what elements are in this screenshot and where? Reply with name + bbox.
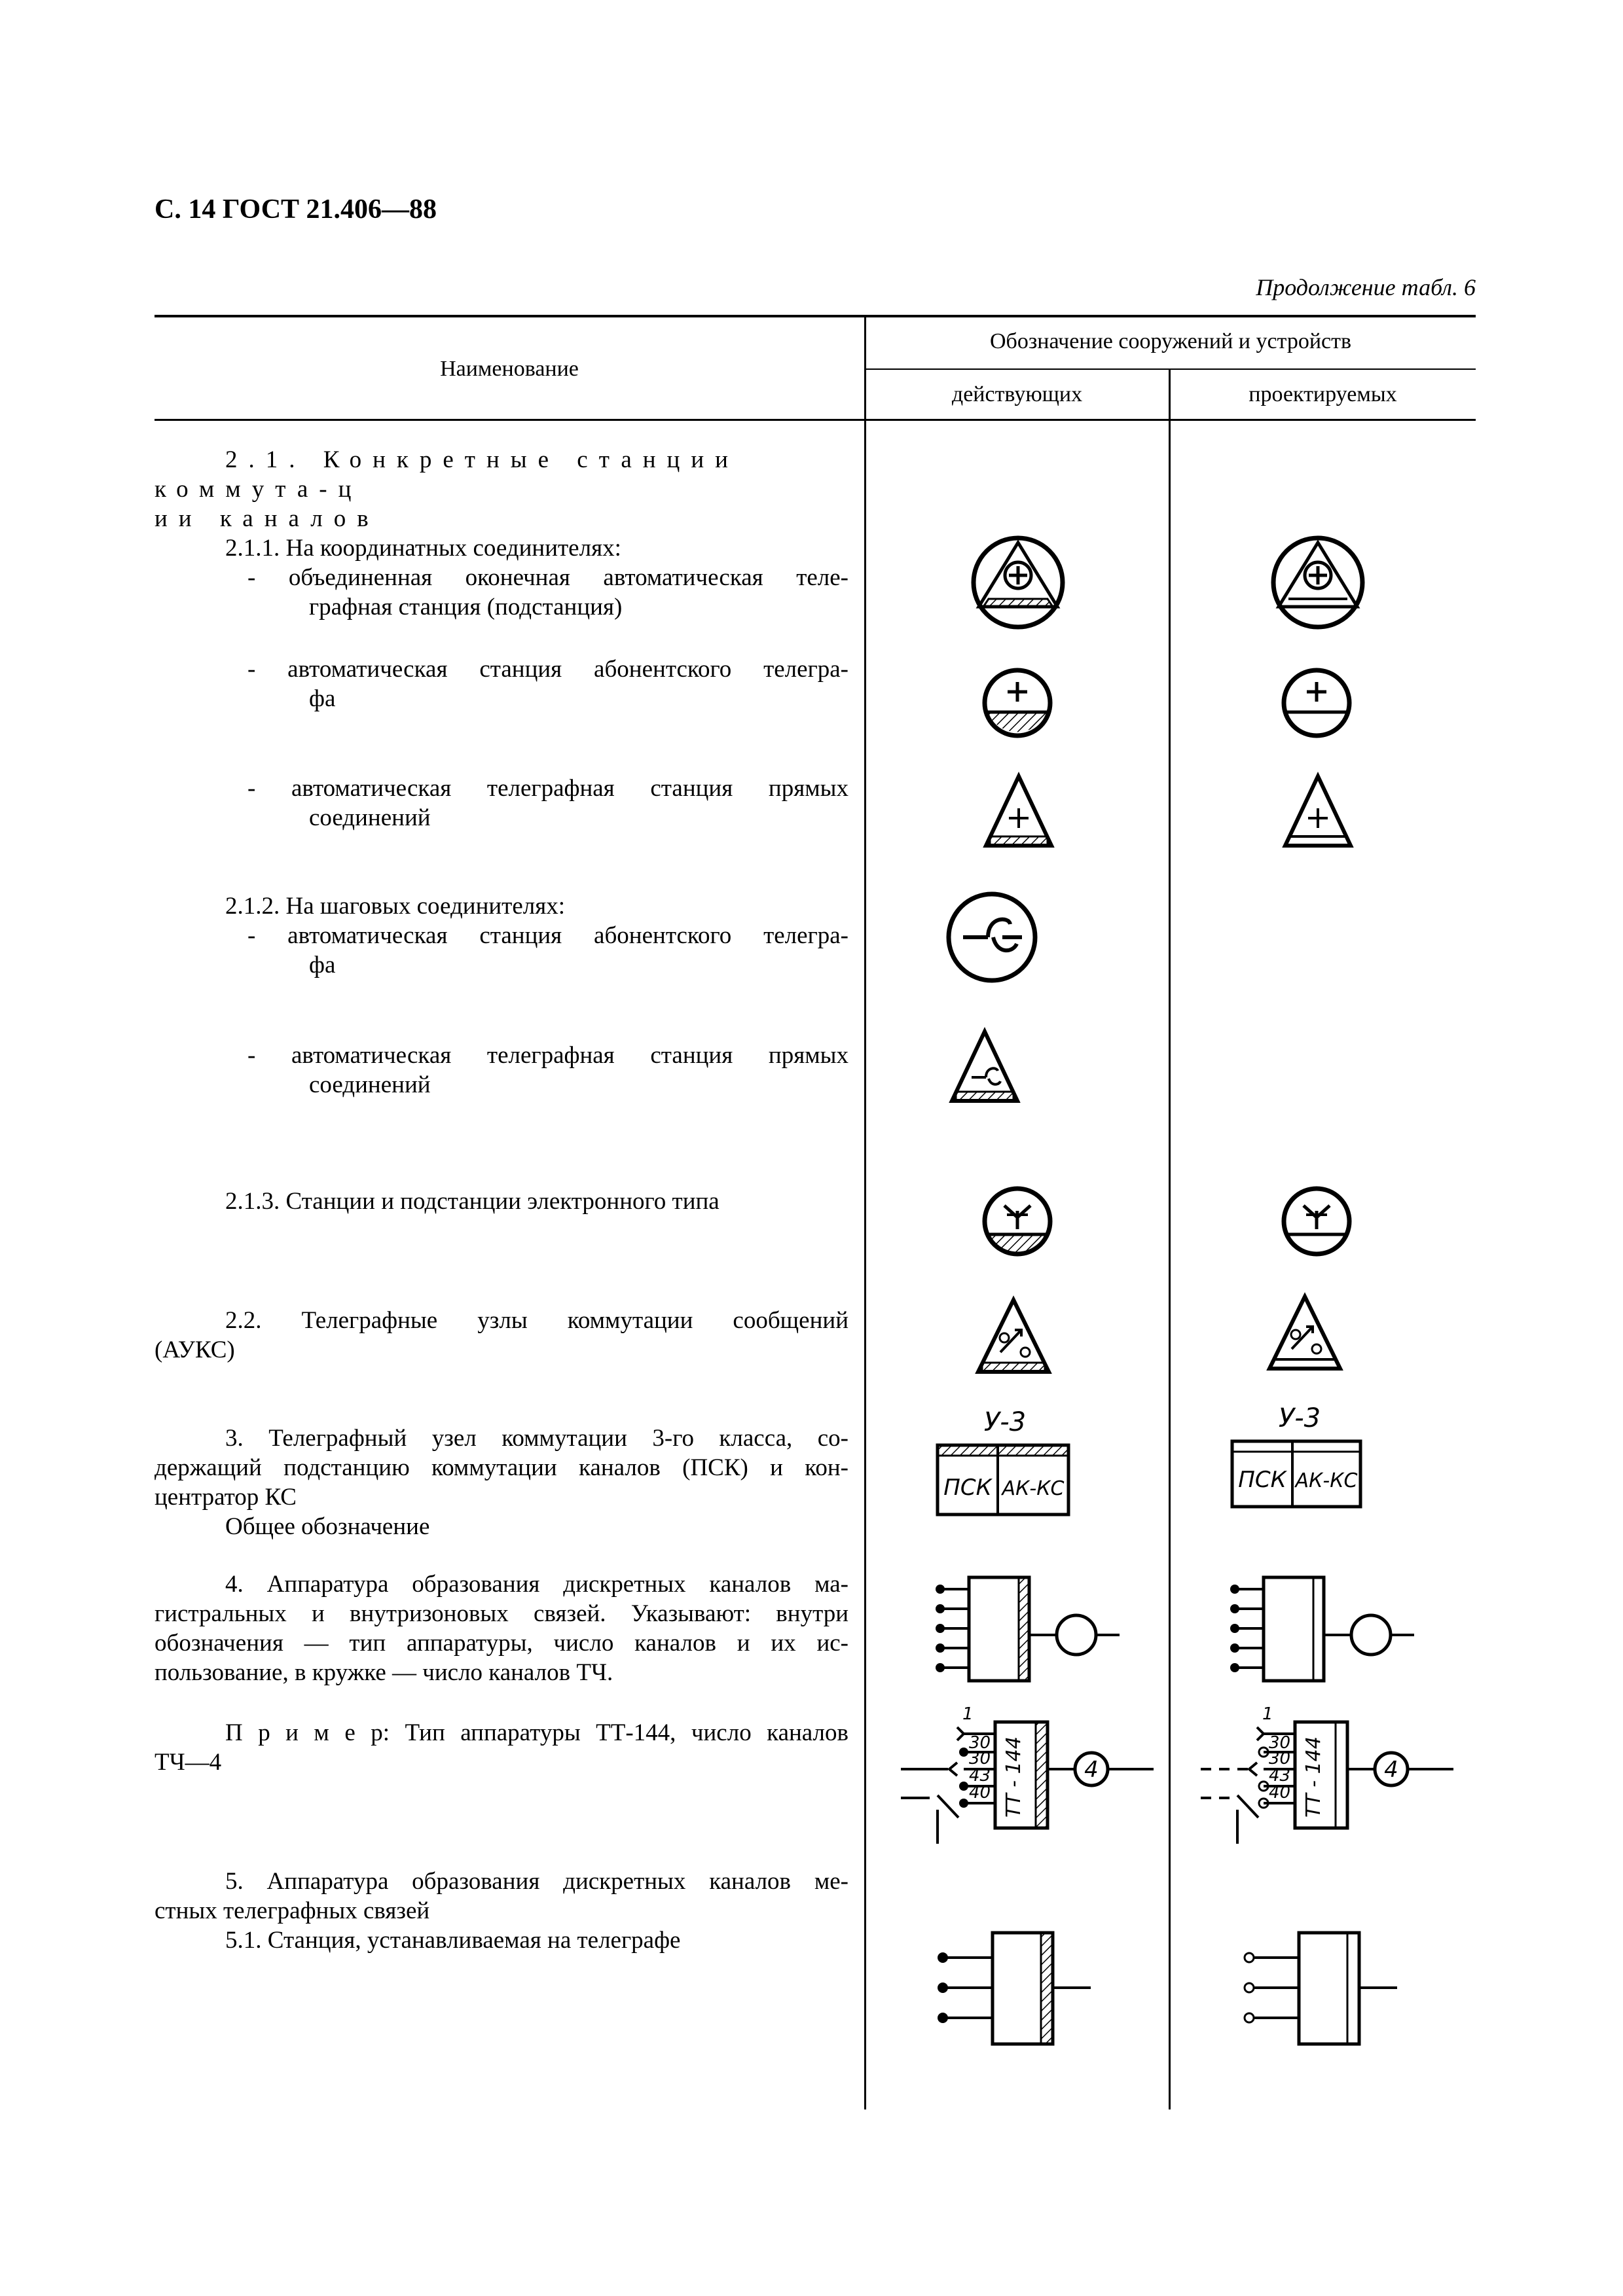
- symbol-node-class3-projected: [1230, 1402, 1370, 1520]
- node-class-label: У-3: [983, 1407, 1027, 1437]
- symbol-local-telegraph-station-projected: [1236, 1928, 1406, 2052]
- channel-label: 30: [969, 1733, 991, 1753]
- symbol-subscriber-telegraph-station-existing: [981, 666, 1054, 740]
- symbol-combined-terminal-station-existing: [969, 533, 1067, 632]
- symbol-local-telegraph-station-existing: [930, 1928, 1100, 2052]
- channel-label: 40: [969, 1783, 991, 1803]
- table-top-rule: [155, 315, 1476, 317]
- akks-label: АК-КС: [1295, 1469, 1358, 1492]
- row-5: 5. Аппаратура образования дискретных каналов ме- стных телеграфных связей 5.1. Станция, устанавливаемая на телеграфе: [155, 1868, 848, 1954]
- tt-label: ТТ - 144: [1302, 1736, 1325, 1818]
- symbol-electronic-station-projected: [1280, 1185, 1353, 1258]
- akks-label: АК-КС: [1002, 1477, 1065, 1500]
- row-2-1-3: 2.1.3. Станции и подстанции электронного типа: [225, 1188, 720, 1215]
- group-header-rule: [866, 368, 1476, 370]
- symbol-trunk-channel-equipment-projected: [1224, 1571, 1421, 1689]
- channel-label: 1: [1262, 1704, 1273, 1724]
- channel-label: 30: [1269, 1749, 1291, 1768]
- channel-label: 40: [1269, 1783, 1291, 1803]
- tt-label: ТТ - 144: [1002, 1736, 1025, 1818]
- row-3: 3. Телеграфный узел коммутации 3-го класса, со- держащий подстанцию коммутации каналов (ПСК) и кон- центратор КС Общее обозначение: [155, 1425, 848, 1540]
- row-2-1-heading: 2.1. Конкретные станции коммута-ц ии каналов 2.1.1. На координатных соединителях: - объединенная оконечная автоматическая теле- графная станция (подстанция): [155, 446, 848, 620]
- symbol-tt144-example-projected: [1198, 1705, 1460, 1846]
- column-header-projected: проектируемых: [1249, 382, 1397, 406]
- symbol-combined-terminal-station-projected: [1269, 533, 1367, 632]
- symbol-direct-connection-station-existing: [982, 772, 1055, 851]
- row-2-2: 2.2. Телеграфные узлы коммутации сообщений (АУКС): [155, 1307, 848, 1363]
- symbol-message-switching-node-projected: [1266, 1293, 1344, 1374]
- channel-label: 30: [969, 1749, 991, 1768]
- symbol-subscriber-telegraph-station-projected: [1280, 666, 1353, 740]
- column-header-name: Наименование: [440, 357, 579, 381]
- channel-label: 43: [1269, 1766, 1291, 1785]
- symbol-node-class3-existing: [935, 1406, 1076, 1524]
- row-2-1-1-c: - автоматическая телеграфная станция прямых соединений: [247, 775, 848, 831]
- channel-label: 30: [1269, 1733, 1291, 1753]
- symbol-message-switching-node-existing: [974, 1296, 1053, 1378]
- node-class-label: У-3: [1278, 1403, 1321, 1433]
- symbol-step-subscriber-station-existing: [945, 890, 1040, 985]
- row-2-1-1-b: - автоматическая станция абонентского телегра- фа: [247, 656, 848, 712]
- psk-label: ПСК: [1238, 1467, 1286, 1493]
- psk-label: ПСК: [943, 1475, 992, 1501]
- symbol-direct-connection-station-projected: [1281, 772, 1355, 851]
- row-2-1-2: 2.1.2. На шаговых соединителях: - автоматическая станция абонентского телегра- фа: [225, 893, 848, 978]
- row-4-example: П р и м е р: Тип аппаратуры ТТ-144, число каналов ТЧ—4: [155, 1719, 848, 1776]
- table-header-rule: [155, 419, 1476, 421]
- page-header: С. 14 ГОСТ 21.406—88: [155, 194, 437, 224]
- column-header-existing: действующих: [951, 382, 1083, 406]
- symbol-trunk-channel-equipment-existing: [930, 1571, 1126, 1689]
- channel-label: 1: [962, 1704, 974, 1724]
- tch-count: 4: [1384, 1757, 1398, 1783]
- column-divider-name: [864, 316, 866, 2109]
- channel-label: 43: [969, 1766, 991, 1785]
- tch-count: 4: [1084, 1757, 1099, 1783]
- row-4: 4. Аппаратура образования дискретных каналов ма- гистральных и внутризоновых связей. Указывают: внутри обозначения — тип аппаратуры, число каналов и их ис- пользование, в кружке — число каналов ТЧ.: [155, 1571, 848, 1686]
- table-continuation-label: Продолжение табл. 6: [1256, 274, 1476, 300]
- symbol-step-direct-station-existing: [948, 1028, 1021, 1106]
- symbol-electronic-station-existing: [981, 1185, 1054, 1258]
- symbol-tt144-example-existing: [898, 1705, 1160, 1846]
- column-header-group: Обозначение сооружений и устройств: [989, 329, 1352, 353]
- row-2-1-2-b: - автоматическая телеграфная станция прямых соединений: [247, 1042, 848, 1098]
- column-divider-symbols: [1169, 370, 1171, 2109]
